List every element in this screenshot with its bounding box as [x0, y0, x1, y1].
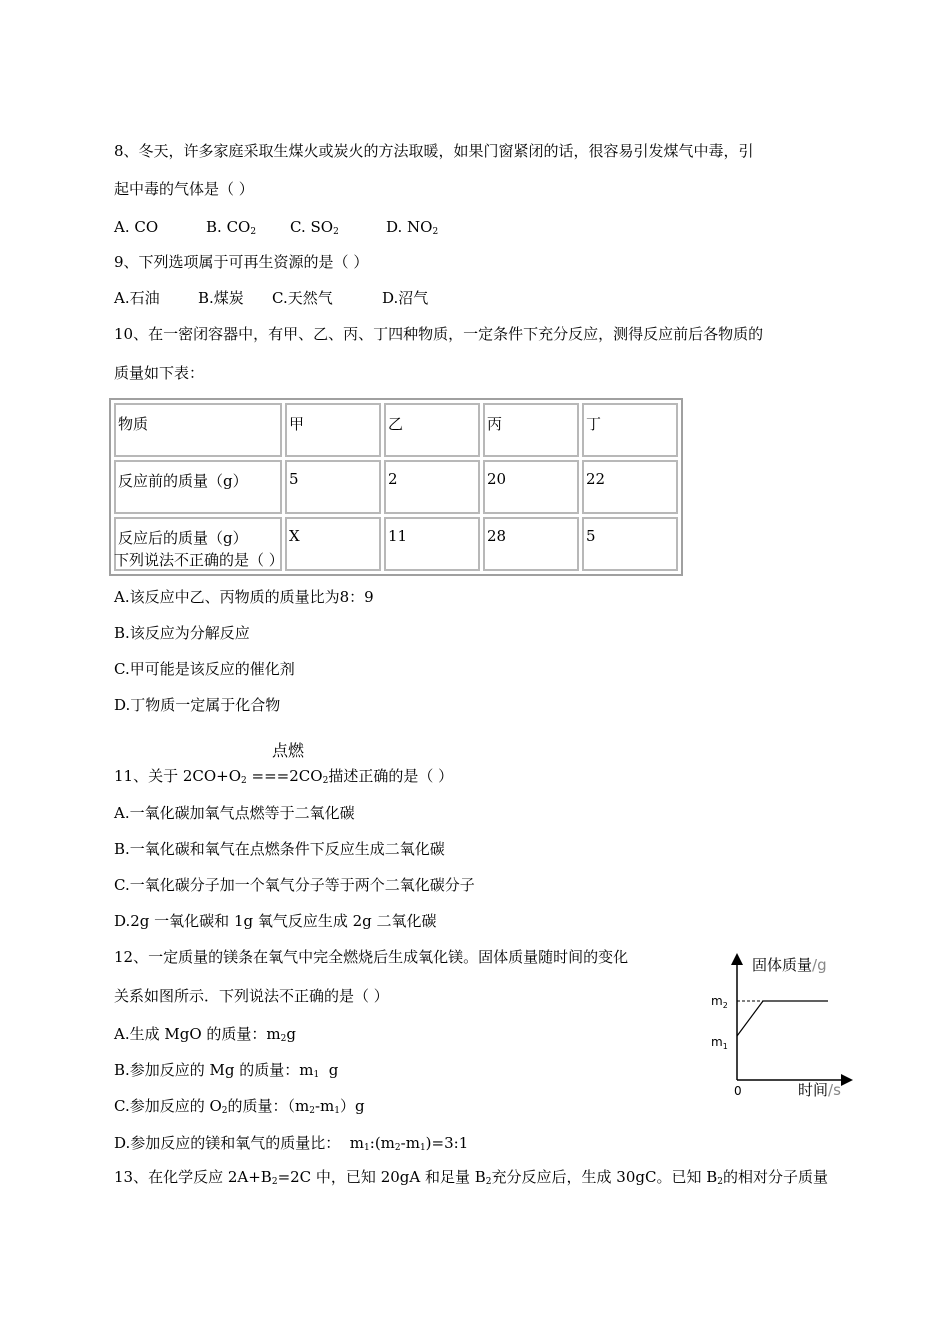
table-cell: 丙	[483, 403, 579, 457]
q13-line1: 13、在化学反应 $2A+B_2=2C$ 中，已知 20gA 和足量 $B_2$充分反应后，生成 30gC。已知 $B_2$的相对分子质量	[114, 1168, 828, 1187]
reaction-condition: 点燃	[272, 741, 305, 760]
q12-option-c: C.参加反应的 $O_2$的质量：$(m_2-m_1)g$	[114, 1097, 365, 1116]
graph-y-label: 固体质量/g	[752, 956, 827, 974]
table-row	[114, 460, 678, 514]
m1-label: $m_1$	[711, 1035, 728, 1051]
q11-stem: 11、关于 $2CO+O_2 ===2CO_2$描述正确的是（ ）	[114, 767, 454, 786]
q10-line1: 10、在一密闭容器中，有甲、乙、丙、丁四种物质，一定条件下充分反应，测得反应前后各物质的	[114, 325, 764, 343]
table-cell: 20	[483, 460, 579, 514]
q9-option-c: C.天然气	[272, 289, 333, 307]
q11-option-a: A.一氧化碳加氧气点燃等于二氧化碳	[114, 804, 355, 822]
table-cell: 22	[582, 460, 678, 514]
q8-option-d: D. $NO_2$	[386, 218, 439, 237]
table-row	[114, 403, 678, 457]
q9-option-a: A.石油	[114, 289, 160, 307]
q12-option-d: D.参加反应的镁和氧气的质量比： $m_1:(m_2-m_1)=3:1$	[114, 1134, 469, 1153]
graph-x-label: 时间/s	[798, 1081, 841, 1098]
q12-line2: 关系如图所示．下列说法不正确的是（ ）	[114, 987, 389, 1005]
q10-stem: 下列说法不正确的是（ ）	[114, 551, 284, 569]
q9-options	[114, 288, 428, 308]
q8-option-b: B. $CO_2$	[206, 218, 257, 237]
table-cell: 5	[285, 460, 381, 514]
q8-line2: 起中毒的气体是（ ）	[114, 180, 254, 198]
q8-options	[114, 217, 438, 242]
table-cell: 28	[483, 517, 579, 571]
q12-option-b: B.参加反应的 Mg 的质量：$m_1$ g	[114, 1061, 339, 1080]
q9-option-d: D.沼气	[382, 289, 429, 307]
q10-option-b: B.该反应为分解反应	[114, 624, 250, 642]
graph-origin: 0	[734, 1084, 742, 1098]
table-cell: 甲	[285, 403, 381, 457]
m2-label: $m_2$	[711, 994, 728, 1010]
table-cell: X	[285, 517, 381, 571]
table-cell: 2	[384, 460, 480, 514]
q11-option-c: C.一氧化碳分子加一个氧气分子等于两个二氧化碳分子	[114, 876, 475, 894]
table-cell: 反应后的质量（g）	[114, 517, 282, 571]
q10-option-c: C.甲可能是该反应的催化剂	[114, 660, 295, 678]
q11-option-d: D.2g 一氧化碳和 1g 氧气反应生成 2g 二氧化碳	[114, 912, 437, 930]
q12-option-a: A.生成 MgO 的质量：$m_2g$	[114, 1025, 296, 1044]
table-cell: 丁	[582, 403, 678, 457]
table-cell: 物质	[114, 403, 282, 457]
mass-time-graph	[700, 948, 860, 1098]
q9-option-b: B.煤炭	[198, 289, 244, 307]
q8-option-c: C. $SO_2$	[290, 218, 339, 237]
q11-option-b: B.一氧化碳和氧气在点燃条件下反应生成二氧化碳	[114, 840, 445, 858]
table-cell: 乙	[384, 403, 480, 457]
q9-stem: 9、下列选项属于可再生资源的是（ ）	[114, 253, 369, 271]
q12-line1: 12、一定质量的镁条在氧气中完全燃烧后生成氧化镁。固体质量随时间的变化	[114, 948, 629, 966]
q10-line2: 质量如下表：	[114, 364, 205, 382]
mass-rising-line	[737, 1001, 763, 1036]
table-cell: 11	[384, 517, 480, 571]
q10-option-d: D.丁物质一定属于化合物	[114, 696, 281, 714]
table-cell: 反应前的质量（g）	[114, 460, 282, 514]
q8-line1: 8、冬天，许多家庭采取生煤火或炭火的方法取暖，如果门窗紧闭的话，很容易引发煤气中毒，引	[114, 142, 754, 160]
table-cell: 5	[582, 517, 678, 571]
q8-option-a: A. CO	[114, 218, 159, 236]
q10-option-a: A.该反应中乙、丙物质的质量比为8：9	[114, 588, 374, 606]
